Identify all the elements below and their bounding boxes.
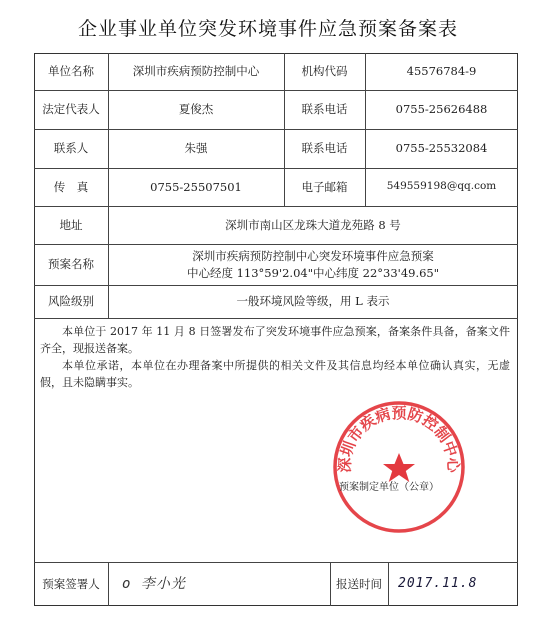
phone-value: 0755-25626488 xyxy=(395,102,488,117)
legal-rep-label: 法定代表人 xyxy=(42,102,100,117)
email-value: 549559198@qq.com xyxy=(386,180,497,193)
row-divider xyxy=(34,318,518,319)
seal-text: 深圳市疾病预防控制中心 xyxy=(335,404,463,473)
unit-name-label: 单位名称 xyxy=(48,64,94,79)
plan-name-line1: 深圳市疾病预防控制中心突发环境事件应急预案 xyxy=(192,248,434,263)
legal-rep-value: 夏俊杰 xyxy=(178,102,214,117)
plan-name-line2: 中心经度 113°59'2.04"中心纬度 22°33'49.65" xyxy=(186,265,440,280)
unit-name-value: 深圳市疾病预防控制中心 xyxy=(132,64,260,79)
contact-phone-label: 联系电话 xyxy=(301,141,348,156)
plan-name-label: 预案名称 xyxy=(48,257,94,272)
date-value: 2017.11.8 xyxy=(398,575,478,591)
fax-value: 0755-25507501 xyxy=(150,179,242,194)
seal-caption: 预案制定单位（公章） xyxy=(339,482,439,493)
statement-paragraph-2: 本单位承诺，本单位在办理备案中所提供的相关文件及其信息均经本单位确认真实，无虚假，且未隐瞒事实。 xyxy=(40,359,510,389)
risk-level-label: 风险级别 xyxy=(48,294,94,309)
signer-label: 预案签署人 xyxy=(42,576,100,591)
statement-paragraph-1: 本单位于 2017 年 11 月 8 日签署发布了突发环境事件应急预案，备案条件具备，备案文件齐全，现报送备案。 xyxy=(40,325,510,355)
address-value: 深圳市南山区龙珠大道龙苑路 8 号 xyxy=(225,217,401,232)
address-label: 地址 xyxy=(59,217,83,232)
page-title: 企业事业单位突发环境事件应急预案备案表 xyxy=(77,18,458,40)
plan-name-value xyxy=(108,244,518,285)
risk-level-value: 一般环境风险等级，用 L 表示 xyxy=(236,294,390,309)
org-code-value: 45576784-9 xyxy=(406,64,477,79)
signature-text: o 李小光 xyxy=(122,575,186,592)
date-field xyxy=(388,562,518,606)
official-seal xyxy=(330,398,468,536)
org-code-label: 机构代码 xyxy=(301,64,348,79)
fax-label: 传 真 xyxy=(53,179,89,194)
date-label: 报送时间 xyxy=(336,576,382,591)
contact-label: 联系人 xyxy=(53,141,89,156)
phone-label: 联系电话 xyxy=(301,102,348,117)
signer-signature xyxy=(108,562,330,606)
contact-phone-value: 0755-25532084 xyxy=(395,141,488,156)
email-label: 电子邮箱 xyxy=(301,179,348,194)
contact-value: 朱强 xyxy=(184,141,208,156)
